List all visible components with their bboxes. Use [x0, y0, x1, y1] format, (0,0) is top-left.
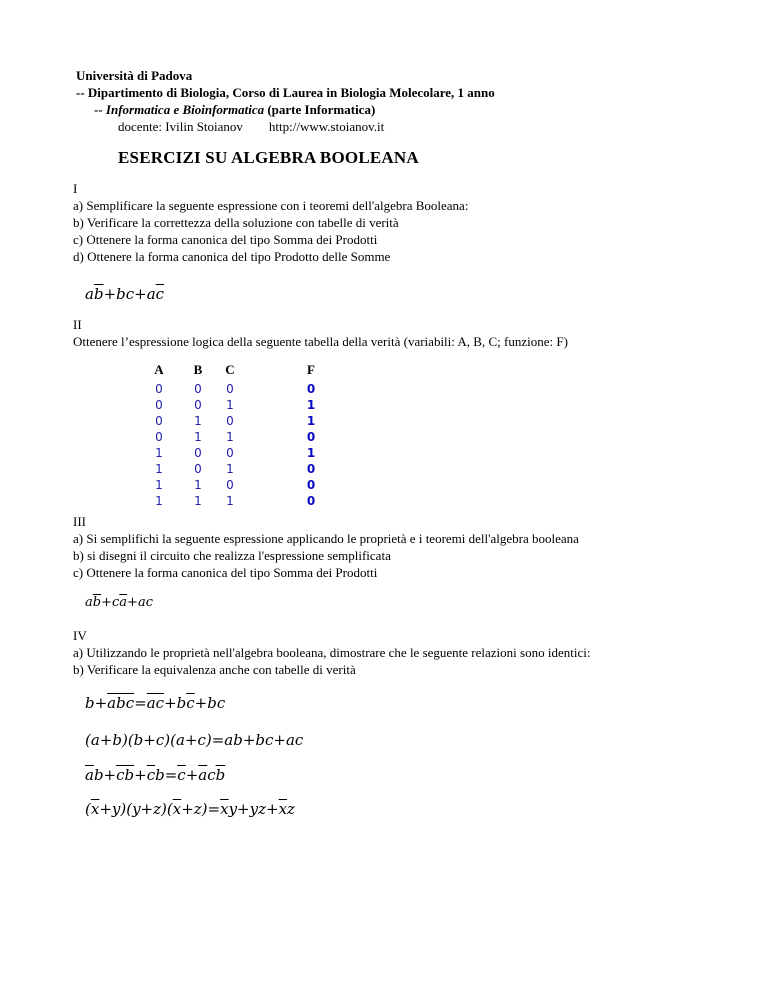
course-line — [76, 101, 495, 118]
column-F — [303, 362, 319, 509]
cell: 0 — [226, 382, 234, 396]
section-line: c) Ottenere la forma canonica del tipo Somma dei Prodotti — [73, 565, 378, 580]
section-line: d) Ottenere la forma canonica del tipo Prodotto delle Somme — [73, 249, 391, 264]
section-text: Ottenere l’espressione logica della seguente tabella della verità (variabili: A, B, C; funzione: F) — [73, 334, 568, 349]
cell: 0 — [306, 494, 316, 508]
cell: 1 — [194, 478, 202, 492]
cell: 1 — [226, 462, 234, 476]
cell: 0 — [306, 462, 316, 476]
cell: 0 — [306, 478, 316, 492]
cell: 1 — [155, 462, 163, 476]
cell: 0 — [194, 446, 202, 460]
cell: 1 — [226, 494, 234, 508]
cell: 1 — [155, 494, 163, 508]
cell: 0 — [306, 382, 316, 396]
column-header: C — [225, 362, 235, 377]
expression-IV-3: $\overline{a}b+\overline{c}\overline{b}+\overline{c}b=\overline{c}+\overline{a}c\overline{b}$ — [85, 766, 226, 784]
university-name: Università di Padova — [76, 68, 193, 83]
section-line: a) Si semplifichi la seguente espressione applicando le proprietà e i teoremi dell'algebra booleana — [73, 531, 579, 546]
section-number: III — [73, 514, 86, 529]
cell: 1 — [226, 398, 234, 412]
cell: 1 — [155, 446, 163, 460]
website-link[interactable]: http://www.stoianov.it — [268, 119, 385, 134]
cell: 1 — [306, 398, 316, 412]
course-prefix: -- — [94, 102, 106, 117]
column-A — [151, 362, 167, 509]
cell: 1 — [155, 478, 163, 492]
section-number: II — [73, 317, 82, 332]
cell: 0 — [194, 462, 202, 476]
cell: 1 — [226, 430, 234, 444]
docente-name: docente: Ivilin Stoianov — [118, 119, 243, 134]
cell: 0 — [306, 430, 316, 444]
course-suffix: (parte Informatica) — [264, 102, 376, 117]
expression-III: $a\overline{b}+c\overline{a}+ac$ — [85, 595, 153, 610]
column-header: B — [193, 362, 203, 377]
section-I — [73, 180, 468, 265]
section-line: c) Ottenere la forma canonica del tipo Somma dei Prodotti — [73, 232, 378, 247]
section-line: a) Semplificare la seguente espressione con i teoremi dell'algebra Booleana: — [73, 198, 469, 213]
section-III — [73, 513, 579, 581]
section-number: I — [73, 181, 78, 196]
column-C — [222, 362, 238, 509]
section-line: a) Utilizzando le proprietà nell'algebra booleana, dimostrare che le seguente relazioni sono identici: — [73, 645, 591, 660]
cell: 0 — [226, 478, 234, 492]
cell: 1 — [194, 494, 202, 508]
section-line: b) Verificare la correttezza della soluzione con tabelle di verità — [73, 215, 399, 230]
section-number: IV — [73, 628, 87, 643]
cell: 0 — [155, 398, 163, 412]
cell: 1 — [306, 446, 316, 460]
docente-line — [76, 118, 495, 135]
cell: 0 — [226, 414, 234, 428]
cell: 0 — [194, 382, 202, 396]
cell: 0 — [155, 382, 163, 396]
cell: 0 — [194, 398, 202, 412]
course-name: Informatica e Bioinformatica — [105, 102, 265, 117]
section-IV — [73, 627, 590, 678]
page-title: ESERCIZI SU ALGEBRA BOOLEANA — [118, 148, 419, 167]
column-B — [190, 362, 206, 509]
column-header: F — [307, 362, 315, 377]
department-line: -- Dipartimento di Biologia, Corso di Laurea in Biologia Molecolare, 1 anno — [76, 85, 495, 100]
expression-IV-4: $(\overline{x}+y)(y+z)(\overline{x}+z)=\overline{x}y+yz+\overline{x}z$ — [85, 800, 295, 818]
expression-IV-1: $b+\overline{a}\overline{b}\overline{c}=\overline{a}\overline{c}+b\overline{c}+bc$ — [85, 694, 226, 712]
expression-I: $a\overline{b}+bc+a\overline{c}$ — [85, 285, 165, 303]
cell: 0 — [155, 414, 163, 428]
section-II — [73, 316, 568, 350]
cell: 0 — [155, 430, 163, 444]
cell: 1 — [306, 414, 316, 428]
cell: 1 — [194, 414, 202, 428]
column-header: A — [154, 362, 164, 377]
expression-IV-2: (a+b)(b+c)(a+c)=ab+bc+ac — [85, 731, 304, 749]
cell: 0 — [226, 446, 234, 460]
section-line: b) Verificare la equivalenza anche con tabelle di verità — [73, 662, 356, 677]
document-header — [76, 67, 495, 135]
section-line: b) si disegni il circuito che realizza l'espressione semplificata — [73, 548, 391, 563]
cell: 1 — [194, 430, 202, 444]
